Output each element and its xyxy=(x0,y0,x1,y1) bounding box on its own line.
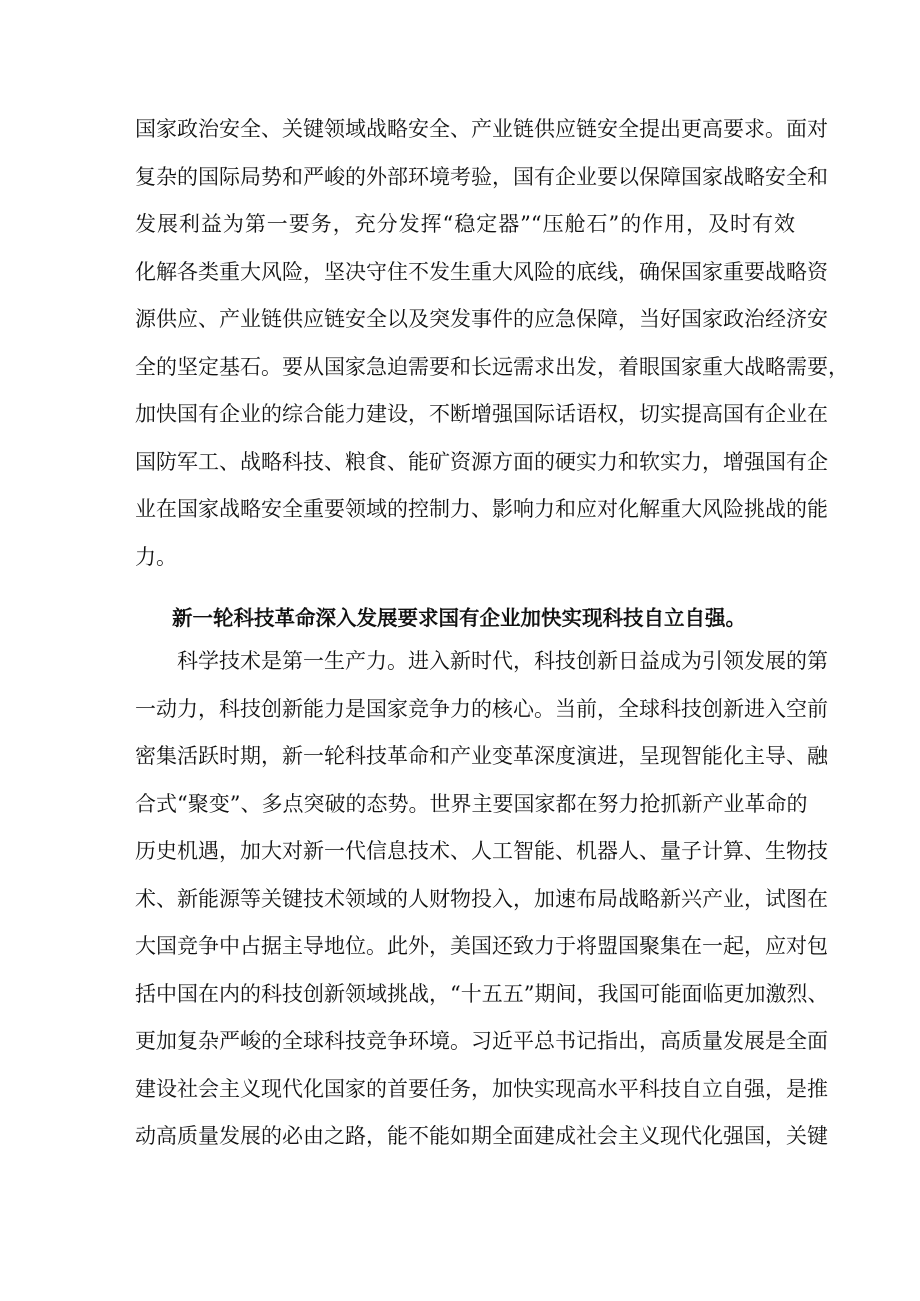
paragraph-science-technology xyxy=(135,638,829,1161)
text-line: 动高质量发展的必由之路，能不能如期全面建成社会主义现代化强国，关键 xyxy=(135,1124,828,1148)
text-line: 历史机遇，加大对新一代信息技术、人工智能、机器人、量子计算、生物技 xyxy=(135,839,828,863)
text-line: 括中国在内的科技创新领域挑战，“十五五”期间，我国可能面临更加激烈、 xyxy=(135,981,829,1006)
text-line: 密集活跃时期，新一轮科技革命和产业变革深度演进，呈现智能化主导、融 xyxy=(135,744,828,768)
text-line: 合式“聚变”、多点突破的态势。世界主要国家都在努力抢抓新产业革命的 xyxy=(135,791,808,816)
text-line: 化解各类重大风险，坚决守住不发生重大风险的底线，确保国家重要战略资 xyxy=(135,259,828,284)
text-line: 源供应、产业链供应链安全以及突发事件的应急保障，当好国家政治经济安 xyxy=(135,307,828,331)
text-line: 业在国家战略安全重要领域的控制力、影响力和应对化解重大风险挑战的能 xyxy=(135,497,828,521)
text-line: 复杂的国际局势和严峻的外部环境考验，国有企业要以保障国家战略安全和 xyxy=(135,164,828,189)
text-line: 术、新能源等关键技术领域的人财物投入，加速布局战略新兴产业，试图在 xyxy=(135,886,828,911)
section-heading: 新一轮科技革命深入发展要求国有企业加快实现科技自立自强。 xyxy=(172,606,746,630)
paragraph-national-security xyxy=(135,106,849,581)
text-line: 建设社会主义现代化国家的首要任务，加快实现高水平科技自立自强，是推 xyxy=(135,1076,828,1101)
text-line: 国防军工、战略科技、粮食、能矿资源方面的硬实力和软实力，增强国有企 xyxy=(135,449,828,474)
text-line: 加快国有企业的综合能力建设，不断增强国际话语权，切实提高国有企业在 xyxy=(135,402,828,426)
text-line: 国家政治安全、关键领域战略安全、产业链供应链安全提出更高要求。面对 xyxy=(135,117,828,141)
text-line: 科学技术是第一生产力。进入新时代，科技创新日益成为引领发展的第 xyxy=(135,649,828,673)
text-line: 发展利益为第一要务，充分发挥“稳定器”“压舱石”的作用，及时有效 xyxy=(135,212,795,236)
text-line: 全的坚定基石。要从国家急迫需要和长远需求出发，着眼国家重大战略需要， xyxy=(135,354,849,379)
text-line: 力。 xyxy=(135,544,177,569)
text-line: 大国竞争中占据主导地位。此外，美国还致力于将盟国聚集在一起，应对包 xyxy=(135,934,828,958)
text-line: 更加复杂严峻的全球科技竞争环境。习近平总书记指出，高质量发展是全面 xyxy=(135,1029,828,1053)
text-line: 一动力，科技创新能力是国家竞争力的核心。当前，全球科技创新进入空前 xyxy=(135,696,828,721)
